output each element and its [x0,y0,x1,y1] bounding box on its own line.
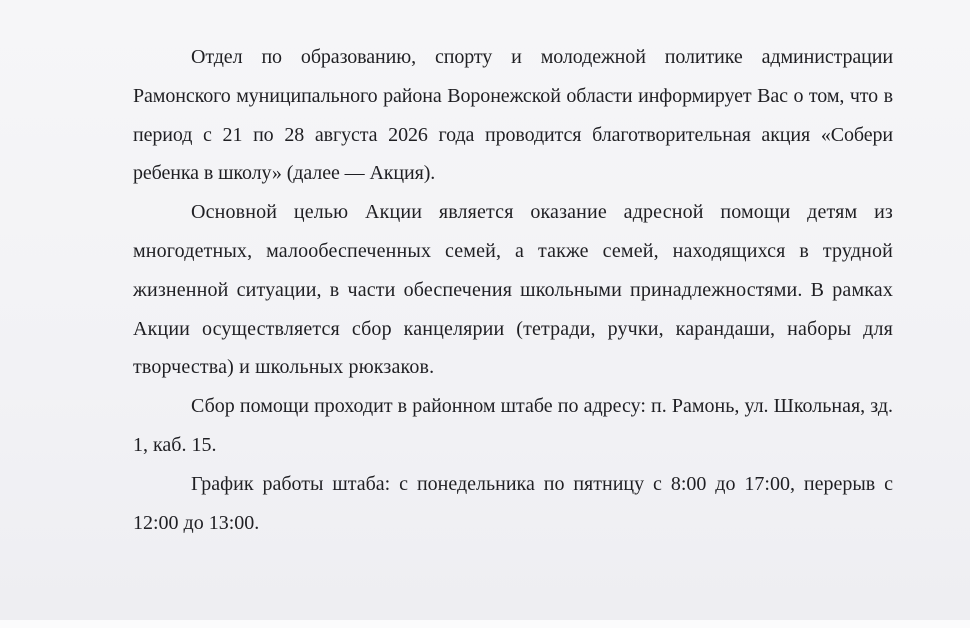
paragraph-announcement: Отдел по образованию, спорту и молодежной политике администрации Рамонского муниципального района Воронежской области информирует Вас о том, что в период с 21 по 28 августа 2026 года проводится благотворительная акция «Собери ребенка в школу» (далее — Акция). [133,46,893,185]
paragraph-schedule: График работы штаба: с понедельника по пятницу с 8:00 до 17:00, перерыв с 12:00 до 13:00. [133,472,893,534]
paragraph-address: Сбор помощи проходит в районном штабе по адресу: п. Рамонь, ул. Школьная, зд. 1, каб. 15. [133,395,893,456]
page-bottom-edge [0,620,970,628]
document-body [133,38,893,542]
paragraph-purpose: Основной целью Акции является оказание адресной помощи детям из многодетных, малообеспеченных семей, а также семей, находящихся в трудной жизненной ситуации, в части обеспечения школьными принадлежностями. В рамках Акции осуществляется сбор канцелярии (тетради, ручки, карандаши, наборы для творчества) и школьных рюкзаков. [133,201,893,379]
